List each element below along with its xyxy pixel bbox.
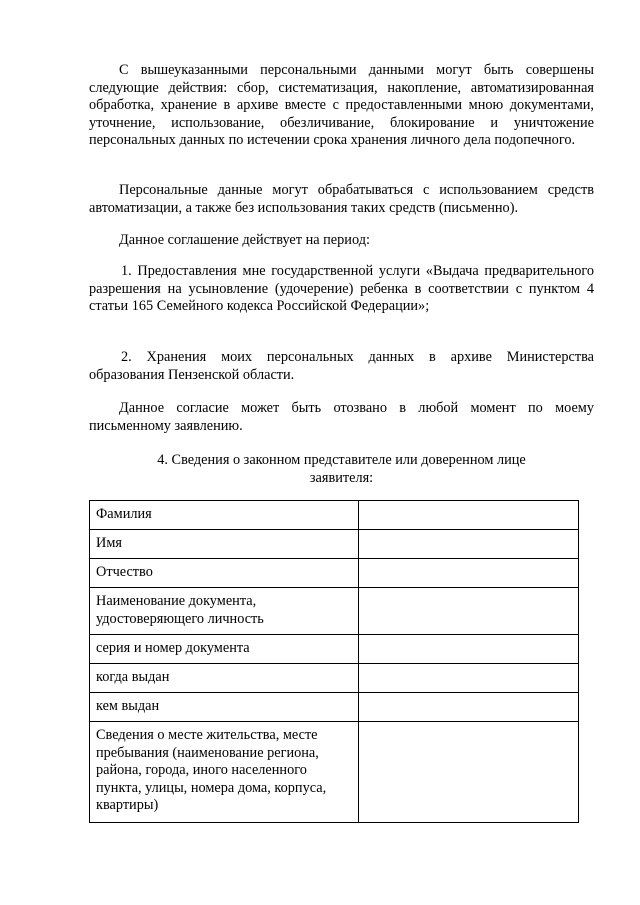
table-label-series-number: серия и номер документа (90, 635, 359, 664)
table-row (90, 722, 579, 823)
table-label-id-document: Наименование документа, удостоверяющего личность (90, 588, 359, 635)
table-value-id-document[interactable] (358, 588, 578, 635)
table-label-issued-by: кем выдан (90, 693, 359, 722)
table-row (90, 530, 579, 559)
section-heading-line-2: заявителя: (309, 469, 374, 486)
table-value-series-number[interactable] (358, 635, 578, 664)
table-row (90, 559, 579, 588)
table-value-issued-by[interactable] (358, 693, 578, 722)
table-row (90, 588, 579, 635)
paragraph-automation: Персональные данные могут обрабатываться с использованием средств автоматизации, а также без использования таких средств (письменно). (89, 182, 594, 216)
table-value-patronymic[interactable] (358, 559, 578, 588)
paragraph-revocation: Данное согласие может быть отозвано в любой момент по моему письменному заявлению. (89, 400, 594, 434)
table-row (90, 635, 579, 664)
table-value-surname[interactable] (358, 501, 578, 530)
paragraph-personal-data-actions: С вышеуказанными персональными данными могут быть совершены следующие действия: сбор, систематизация, накопление, автоматизированная обработка, хранение в архиве вместе с предоставленными мною документами, уточнение, использование, обезличивание, блокирование и уничтожение персональных данных по истечении срока хранения личного дела подопечного. (89, 62, 594, 149)
table-label-surname: Фамилия (90, 501, 359, 530)
paragraph-period-item-2: 2. Хранения моих персональных данных в архиве Министерства образования Пензенской области. (89, 349, 594, 383)
paragraph-period-item-1: 1. Предоставления мне государственной услуги «Выдача предварительного разрешения на усыновление (удочерение) ребенка в соответствии с пунктом 4 статьи 165 Семейного кодекса Российской Федерации»; (89, 263, 594, 315)
table-value-name[interactable] (358, 530, 578, 559)
paragraph-agreement-period: Данное соглашение действует на период: (119, 232, 370, 248)
table-label-issue-date: когда выдан (90, 664, 359, 693)
table-value-residence[interactable] (358, 722, 578, 823)
table-row (90, 664, 579, 693)
table-label-name: Имя (90, 530, 359, 559)
representative-info-table (89, 500, 579, 823)
section-heading-line-1: 4. Сведения о законном представителе или доверенном лице (157, 452, 526, 468)
table-label-residence: Сведения о месте жительства, месте пребывания (наименование региона, района, города, иного населенного пункта, улицы, номера дома, корпуса, квартиры) (90, 722, 359, 823)
table-label-patronymic: Отчество (90, 559, 359, 588)
table-row (90, 501, 579, 530)
section-heading-representative (89, 452, 594, 487)
table-row (90, 693, 579, 722)
table-value-issue-date[interactable] (358, 664, 578, 693)
